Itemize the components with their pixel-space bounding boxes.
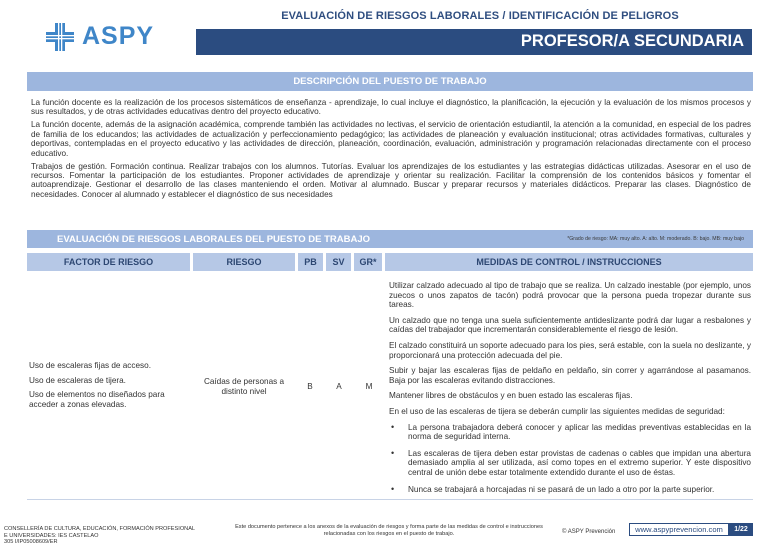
- profile-bar: [196, 29, 752, 55]
- footer-website-link[interactable]: www.aspyprevencion.com: [629, 523, 729, 536]
- column-header-gr: GR*: [354, 253, 382, 271]
- page-number: 1/22: [729, 523, 753, 536]
- description-paragraph: La función docente, además de la asignación académica, comprende también las actividades no lectivas, el servicio de orientación estudiantil, la atención a la comunidad, en especial de los padres de familia de los educandos; las actividades de actualización y perfeccionamiento pedagógico; las actividades de planeación y evaluación institucional; otras actividades formativas, culturales y deportivas, contempladas en el proyecto educativo y las actividades de dirección, planeación, coordinación, evaluación, administración y programación relacionadas directamente con el proceso educativo.: [31, 120, 751, 158]
- measure-bullet: • Nunca se trabajará a horcajadas ni se pasará de un lado a otro por la parte superior.: [389, 485, 751, 495]
- measure-paragraph: En el uso de las escaleras de tijera se deberán cumplir las siguientes medidas de seguridad:: [389, 406, 725, 416]
- footer-org-line: 305 I/IP05008609/ER: [4, 539, 58, 546]
- description-paragraph: La función docente es la realización de los procesos sistemáticos de enseñanza - aprendizaje, lo cual incluye el diagnóstico, la planificación, la ejecución y la evaluación de los mismos procesos y sus resultados, y de otras actividades educativas dentro del proyecto educativo.: [31, 98, 751, 117]
- footer-notice: Este documento pertenece a los anexos de la evaluación de riesgos y forma parte de las medidas de control e instrucciones relacionadas con los riesgos en el puesto de trabajo.: [235, 524, 543, 538]
- measure-paragraph: Subir y bajar las escaleras fijas de peldaño en peldaño, sin correr y agarrándose al pasamanos. Baja por las escaleras evitando distracciones.: [389, 366, 751, 385]
- description-paragraph: Trabajos de gestión. Formación continua. Realizar trabajos con los alumnos. Tutorías. Evaluar los aprendizajes de los estudiantes y las estrategias didácticas utilizadas. Asesorar en el uso de recursos. Fomentar la participación de los estudiantes. Proponer actividades de aprendizaje y orientar su realización. Facilitar la comprensión de los contenidos básicos y fomentar el autoaprendizaje. Gestionar el desarrollo de las clases manteniendo el orden. Motivar al alumnado. Buscar y preparar recursos y materiales didácticos. Preparar las clases. Diagnóstico de necesidades. Conocer al alumnado y establecer el diagnóstico de sus necesidades: [31, 161, 751, 199]
- logo-text: ASPY: [82, 22, 155, 50]
- risk-factor-item: Uso de escaleras fijas de acceso.: [29, 361, 151, 370]
- document-title: EVALUACIÓN DE RIESGOS LABORALES / IDENTIFICACIÓN DE PELIGROS: [281, 10, 679, 22]
- footer-divider: [27, 499, 753, 500]
- measure-bullet: • La persona trabajadora deberá conocer y aplicar las medidas preventivas establecidas en la norma de seguridad interna.: [389, 423, 751, 442]
- measure-paragraph: El calzado constituirá un soporte adecuado para los pies, será estable, con la suela no deslizante, y proporcionará una protección adecuada del pie.: [389, 340, 751, 360]
- description-body: [31, 98, 751, 203]
- evaluation-heading: EVALUACIÓN DE RIESGOS LABORALES DEL PUESTO DE TRABAJO: [57, 234, 371, 245]
- severity-value: A: [336, 382, 342, 391]
- description-heading: DESCRIPCIÓN DEL PUESTO DE TRABAJO: [27, 72, 753, 91]
- footer-org-line: CONSELLERÍA DE CULTURA, EDUCACIÓN, FORMACIÓN PROFESIONAL: [4, 526, 196, 532]
- footer-copyright: © ASPY Prevención: [562, 529, 616, 535]
- measure-paragraph: Un calzado que no tenga una suela suficientemente antideslizante podrá dar lugar a resbalones y caídas del trabajador que incrementarán considerablemente el riesgo de lesión.: [389, 315, 751, 335]
- risk-factor-item: Uso de escaleras de tijera.: [29, 375, 126, 385]
- measure-paragraph: Mantener libres de obstáculos y en buen estado las escaleras fijas.: [389, 391, 633, 401]
- risk-grade-value: M: [365, 382, 373, 391]
- probability-value: B: [307, 382, 313, 391]
- aspy-cross-logo-icon: [46, 23, 74, 51]
- column-header-medidas: MEDIDAS DE CONTROL / INSTRUCCIONES: [385, 253, 753, 271]
- risk-grade-note: *Grado de riesgo: MA: muy alto. A: alto. M: moderado. B: bajo. MB: muy bajo: [567, 236, 744, 242]
- control-measures-cell: [389, 281, 751, 501]
- measure-bullet: • Las escaleras de tijera deben estar provistas de cadenas o cables que impidan una abertura demasiado amplia al ser utilizada, así como topes en el extremo superior. Y este dispositivo central de unión debe estar totalmente extendido durante el uso de éstas.: [389, 449, 751, 478]
- measure-paragraph: Utilizar calzado adecuado al tipo de trabajo que se realiza. Un calzado inestable (por ejemplo, unos zuecos o unos zapatos de tacón) podrá provocar que la persona pueda tropezar durante sus tareas.: [389, 281, 751, 310]
- aspy-logo: [46, 22, 154, 51]
- risk-factor-item: Uso de elementos no diseñados para acceder a zonas elevadas.: [29, 390, 165, 409]
- evaluation-heading-bar: [27, 230, 753, 248]
- footer-org-line: E UNIVERSIDADES: IES CASTELAO: [4, 532, 99, 539]
- profile-title: PROFESOR/A SECUNDARIA: [520, 32, 744, 50]
- risk-factors-cell: [29, 361, 189, 414]
- column-header-pb: PB: [298, 253, 323, 271]
- column-header-riesgo: RIESGO: [193, 253, 295, 271]
- measure-bullet-list: [389, 423, 751, 495]
- risk-cell: Caídas de personas a distinto nivel: [203, 377, 285, 396]
- column-header-sv: SV: [326, 253, 351, 271]
- page-header: [0, 0, 780, 62]
- column-header-factor: FACTOR DE RIESGO: [27, 253, 190, 271]
- footer-organization: [4, 526, 219, 546]
